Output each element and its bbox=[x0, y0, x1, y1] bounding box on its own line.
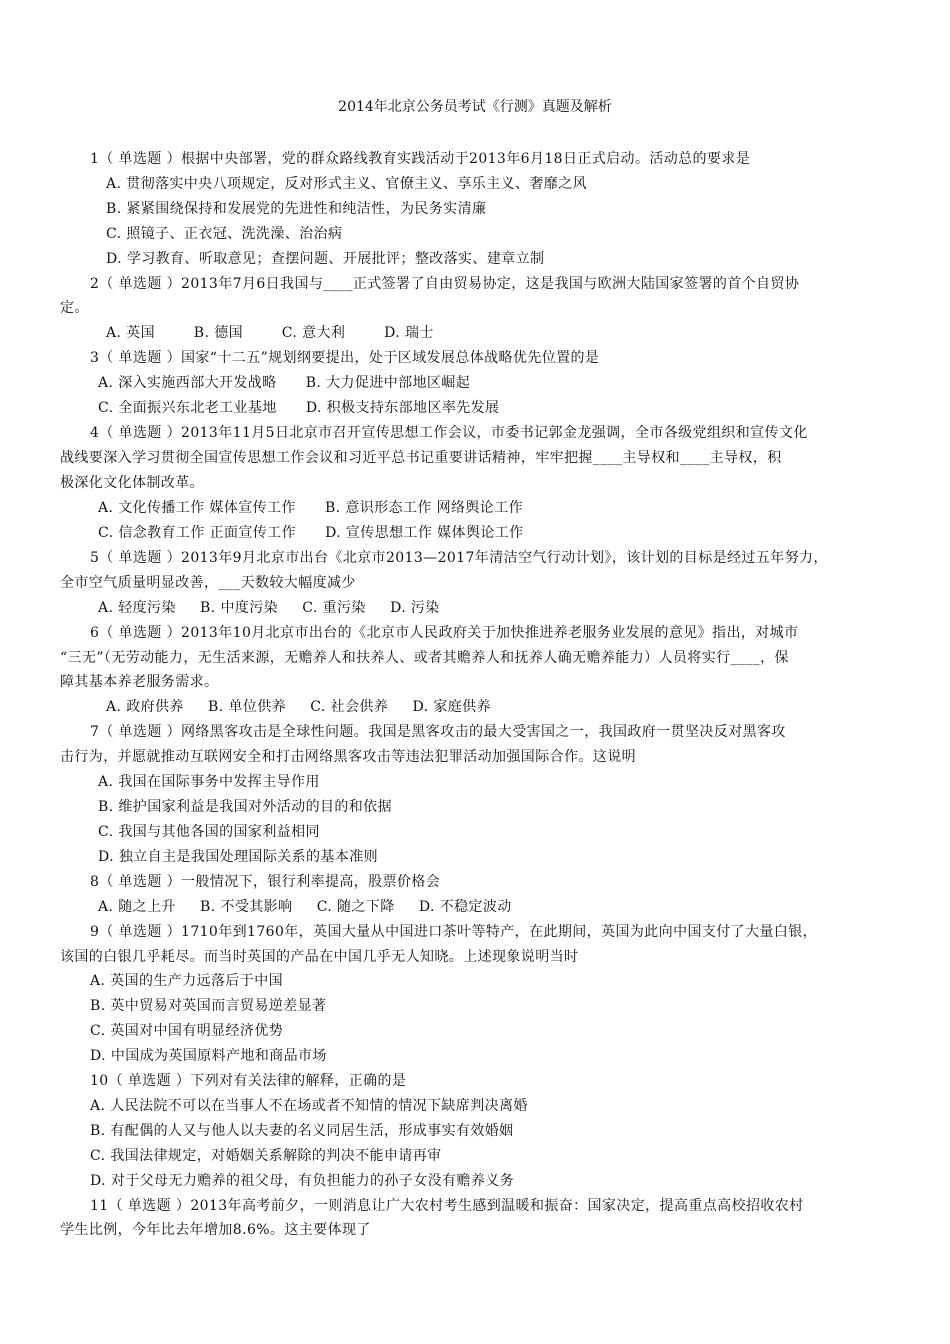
text-line: D. 独立自主是我国处理国际关系的基本准则 bbox=[98, 849, 379, 865]
text-line: 11（ 单选题 ）2013年高考前夕，一则消息让广大农村考生感到温暖和振奋：国家决定，提高重点高校招收农村 bbox=[90, 1198, 804, 1214]
text-line: 6（ 单选题 ）2013年10月北京市出台的《北京市人民政府关于加快推进养老服务业发展的意见》指出，对城市 bbox=[90, 625, 799, 641]
text-line: A. 贯彻落实中央八项规定，反对形式主义、官僚主义、享乐主义、奢靡之风 bbox=[106, 176, 588, 192]
text-line: C. 照镜子、正衣冠、洗洗澡、治治病 bbox=[106, 226, 343, 242]
text-line: 障其基本养老服务需求。 bbox=[60, 674, 219, 690]
document-title: 2014年北京公务员考试《行测》真题及解析 bbox=[338, 99, 612, 115]
text-line: B. 英中贸易对英国而言贸易逆差显著 bbox=[90, 998, 327, 1014]
text-line: “三无”（无劳动能力，无生活来源，无赡养人和扶养人、或者其赡养人和抚养人确无赡养能力）人员将实行____，保 bbox=[60, 650, 789, 666]
text-line: D. 学习教育、听取意见；查摆问题、开展批评；整改落实、建章立制 bbox=[106, 251, 545, 267]
text-line: A. 英国的生产力远落后于中国 bbox=[90, 973, 284, 989]
text-line: 8（ 单选题 ）一般情况下，银行利率提高，股票价格会 bbox=[90, 874, 441, 890]
text-line: 战线要深入学习贯彻全国宣传思想工作会议和习近平总书记重要讲话精神，牢牢把握____主导权和____主导权，积 bbox=[60, 450, 782, 466]
text-line: A. 深入实施西部大开发战略 B. 大力促进中部地区崛起 bbox=[98, 375, 471, 391]
text-line: 该国的白银几乎耗尽。而当时英国的产品在中国几乎无人知晓。上述现象说明当时 bbox=[60, 949, 579, 965]
text-line: C. 我国法律规定，对婚姻关系解除的判决不能申请再审 bbox=[90, 1148, 442, 1164]
text-line: C. 全面振兴东北老工业基地 D. 积极支持东部地区率先发展 bbox=[98, 400, 500, 416]
text-line: B. 维护国家利益是我国对外活动的目的和依据 bbox=[98, 799, 392, 815]
text-line: B. 有配偶的人又与他人以夫妻的名义同居生活，形成事实有效婚姻 bbox=[90, 1123, 514, 1139]
text-line: A. 政府供养 B. 单位供养 C. 社会供养 D. 家庭供养 bbox=[106, 699, 491, 715]
text-line: D. 中国成为英国原料产地和商品市场 bbox=[90, 1048, 327, 1064]
text-line: 学生比例，今年比去年增加8.6%。这主要体现了 bbox=[60, 1222, 371, 1238]
text-line: A. 随之上升 B. 不受其影响 C. 随之下降 D. 不稳定波动 bbox=[98, 899, 512, 915]
text-line: D. 对于父母无力赡养的祖父母，有负担能力的孙子女没有赡养义务 bbox=[90, 1173, 515, 1189]
text-line: 击行为，并愿就推动互联网安全和打击网络黑客攻击等违法犯罪活动加强国际合作。这说明 bbox=[60, 749, 636, 765]
text-line: A. 我国在国际事务中发挥主导作用 bbox=[98, 774, 320, 790]
text-line: 9（ 单选题 ）1710年到1760年，英国大量从中国进口茶叶等特产，在此期间，英国为此向中国支付了大量白银， bbox=[90, 924, 818, 940]
text-line: 1（ 单选题 ）根据中央部署，党的群众路线教育实践活动于2013年6月18日正式启动。活动总的要求是 bbox=[90, 151, 751, 167]
text-line: C. 我国与其他各国的国家利益相同 bbox=[98, 824, 320, 840]
text-line: A. 人民法院不可以在当事人不在场或者不知情的情况下缺席判决离婚 bbox=[90, 1098, 528, 1114]
text-line: 全市空气质量明显改善，___天数较大幅度减少 bbox=[60, 575, 356, 591]
text-line: 5（ 单选题 ）2013年9月北京市出台《北京市2013—2017年清洁空气行动计划》，该计划的目标是经过五年努力， bbox=[90, 550, 828, 566]
text-line: 极深化文化体制改革。 bbox=[60, 475, 204, 491]
text-line: A. 英国 B. 德国 C. 意大利 D. 瑞士 bbox=[106, 325, 434, 341]
text-line: B. 紧紧围绕保持和发展党的先进性和纯洁性，为民务实清廉 bbox=[106, 201, 487, 217]
text-line: A. 文化传播工作 媒体宣传工作 B. 意识形态工作 网络舆论工作 bbox=[98, 500, 523, 516]
text-line: 3（ 单选题 ）国家“十二五”规划纲要提出，处于区域发展总体战略优先位置的是 bbox=[90, 350, 600, 366]
text-line: C. 英国对中国有明显经济优势 bbox=[90, 1023, 284, 1039]
text-line: A. 轻度污染 B. 中度污染 C. 重污染 D. 污染 bbox=[98, 600, 440, 616]
text-line: 7（ 单选题 ）网络黑客攻击是全球性问题。我国是黑客攻击的最大受害国之一，我国政府一贯坚决反对黑客攻 bbox=[90, 724, 786, 740]
text-line: 10（ 单选题 ）下列对有关法律的解释，正确的是 bbox=[90, 1073, 407, 1089]
text-line: 定。 bbox=[60, 300, 89, 316]
text-line: C. 信念教育工作 正面宣传工作 D. 宣传思想工作 媒体舆论工作 bbox=[98, 525, 524, 541]
text-line: 2（ 单选题 ）2013年7月6日我国与____正式签署了自由贸易协定，这是我国与欧洲大陆国家签署的首个自贸协 bbox=[90, 276, 800, 292]
text-line: 4（ 单选题 ）2013年11月5日北京市召开宣传思想工作会议，市委书记郭金龙强调，全市各级党组织和宣传文化 bbox=[90, 425, 808, 441]
